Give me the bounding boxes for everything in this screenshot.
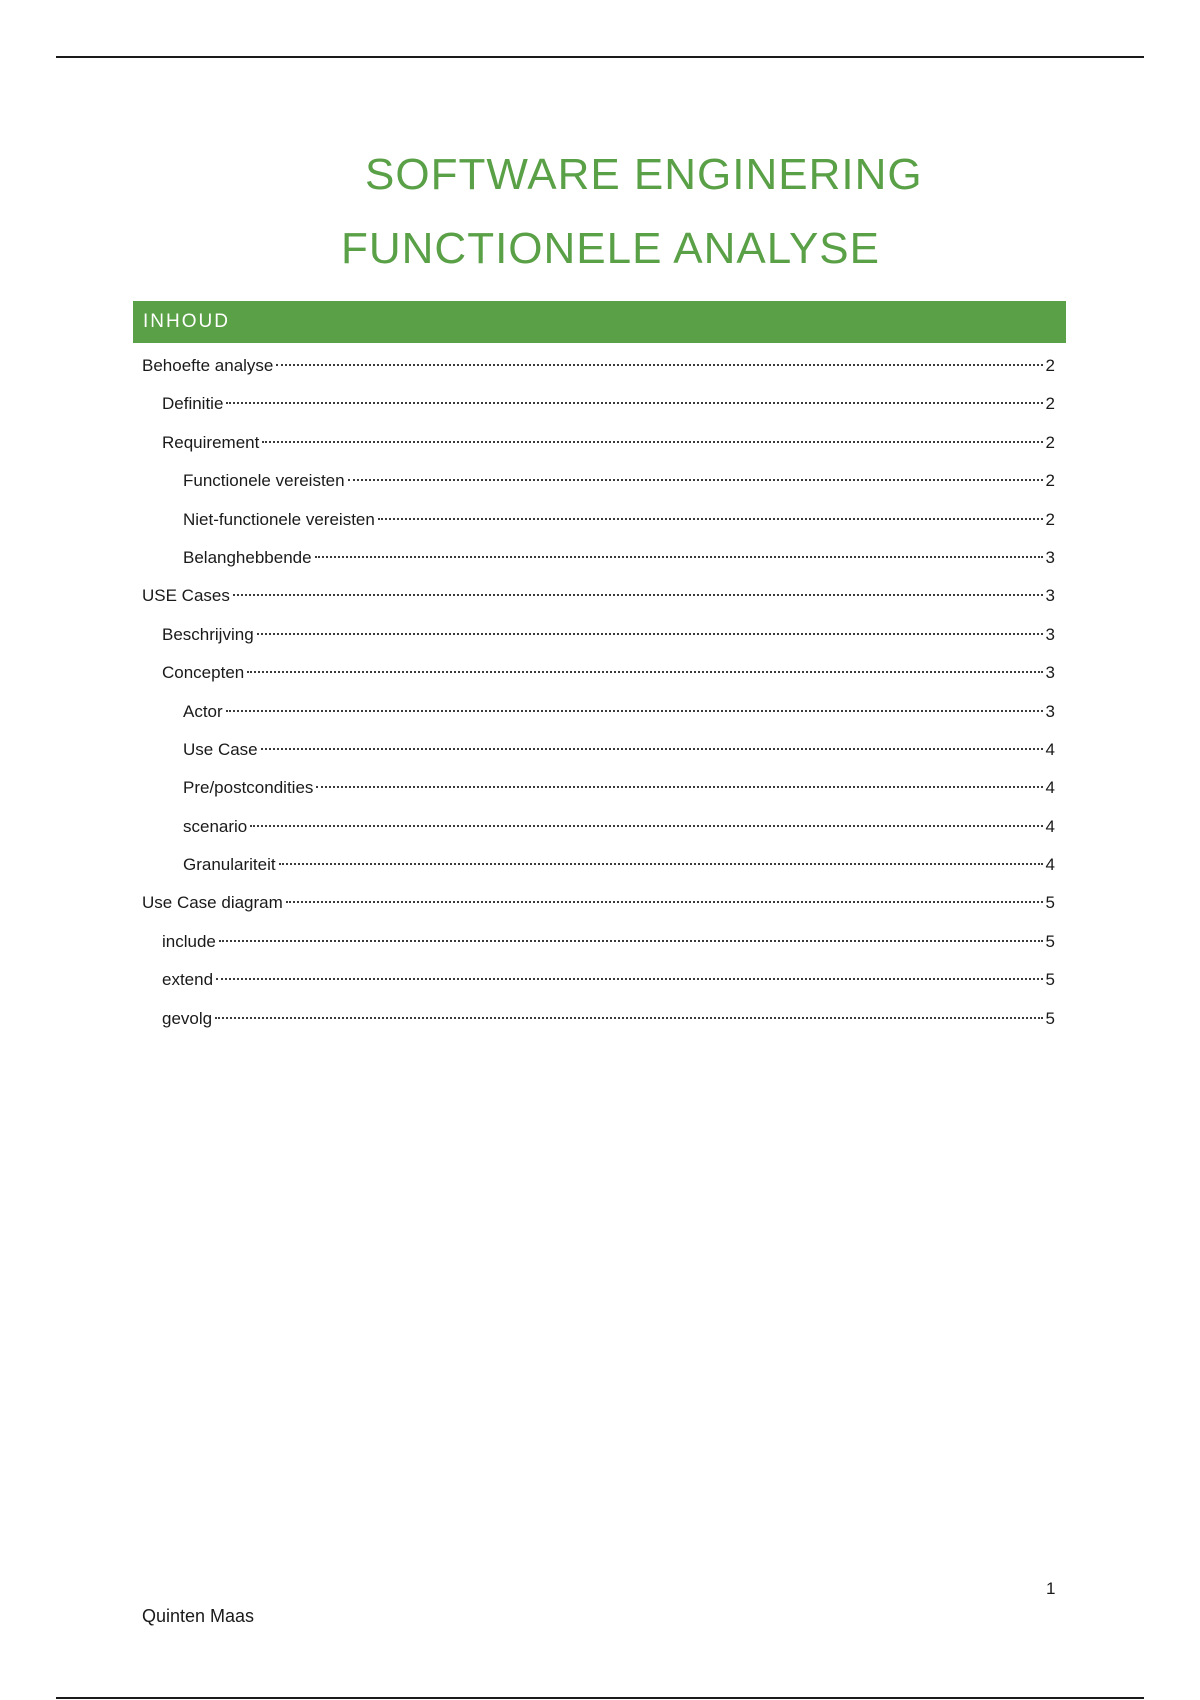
document-subtitle: FUNCTIONELE ANALYSE — [341, 224, 880, 273]
toc-entry-label: Use Case diagram — [142, 893, 283, 913]
footer-rule — [56, 1697, 1144, 1699]
toc-entry-page: 4 — [1045, 778, 1055, 798]
toc-entry[interactable] — [142, 501, 1055, 539]
toc-entry[interactable] — [142, 577, 1055, 615]
footer-author: Quinten Maas — [142, 1606, 255, 1626]
document-title: SOFTWARE ENGINERING — [365, 150, 923, 199]
toc-entry-label: extend — [162, 970, 214, 990]
toc-entry-label: Pre/postcondities — [183, 778, 314, 798]
toc-entry[interactable] — [142, 923, 1055, 961]
toc-entry-label: scenario — [183, 816, 248, 836]
toc-dot-leader — [247, 671, 1042, 673]
toc-entry-label: Concepten — [162, 663, 245, 683]
toc-dot-leader — [233, 594, 1043, 596]
toc-entry-page: 4 — [1045, 816, 1055, 836]
toc-entry[interactable] — [142, 424, 1055, 462]
toc-entry-label: Use Case — [183, 739, 258, 759]
toc-entry-page: 3 — [1045, 547, 1055, 567]
toc-entry[interactable] — [142, 654, 1055, 692]
toc-entry[interactable] — [142, 808, 1055, 846]
toc-entry-label: Granulariteit — [183, 855, 276, 875]
toc-entry-page: 5 — [1045, 1008, 1055, 1028]
toc-entry-label: Belanghebbende — [183, 547, 312, 567]
toc-entry[interactable] — [142, 846, 1055, 884]
toc-entry[interactable] — [142, 347, 1055, 385]
toc-entry-page: 2 — [1045, 394, 1055, 414]
toc-entry[interactable] — [142, 693, 1055, 731]
toc-entry-page: 2 — [1045, 471, 1055, 491]
table-of-contents — [142, 347, 1055, 1038]
toc-entry[interactable] — [142, 1000, 1055, 1038]
toc-dot-leader — [279, 863, 1043, 865]
toc-entry[interactable] — [142, 539, 1055, 577]
toc-entry[interactable] — [142, 462, 1055, 500]
toc-entry-page: 5 — [1045, 893, 1055, 913]
toc-entry-page: 3 — [1045, 663, 1055, 683]
toc-entry-page: 3 — [1045, 624, 1055, 644]
toc-entry-page: 2 — [1045, 432, 1055, 452]
toc-dot-leader — [316, 786, 1042, 788]
page-number: 1 — [1046, 1579, 1056, 1598]
toc-entry[interactable] — [142, 385, 1055, 423]
toc-entry[interactable] — [142, 961, 1055, 999]
toc-entry-label: gevolg — [162, 1008, 213, 1028]
toc-entry-label: Requirement — [162, 432, 260, 452]
header-rule — [56, 56, 1144, 58]
toc-dot-leader — [250, 825, 1042, 827]
toc-entry-label: include — [162, 931, 216, 951]
toc-dot-leader — [286, 901, 1043, 903]
toc-dot-leader — [378, 518, 1043, 520]
toc-entry-label: Definitie — [162, 394, 224, 414]
toc-dot-leader — [216, 978, 1042, 980]
toc-entry[interactable] — [142, 616, 1055, 654]
toc-dot-leader — [315, 556, 1043, 558]
toc-dot-leader — [257, 633, 1043, 635]
toc-entry-label: Behoefte analyse — [142, 356, 274, 375]
toc-dot-leader — [261, 748, 1043, 750]
toc-dot-leader — [219, 940, 1043, 942]
toc-entry-label: Actor — [183, 701, 223, 721]
toc-entry-page: 4 — [1045, 739, 1055, 759]
toc-entry-page: 3 — [1045, 701, 1055, 721]
toc-entry-page: 5 — [1045, 970, 1055, 990]
toc-dot-leader — [348, 479, 1043, 481]
toc-dot-leader — [226, 402, 1042, 404]
toc-entry-page: 5 — [1045, 931, 1055, 951]
toc-entry-label: Niet-functionele vereisten — [183, 509, 375, 529]
toc-dot-leader — [262, 441, 1042, 443]
toc-entry-page: 2 — [1045, 356, 1055, 375]
toc-dot-leader — [215, 1017, 1042, 1019]
toc-entry-page: 2 — [1045, 509, 1055, 529]
toc-dot-leader — [226, 710, 1043, 712]
toc-entry[interactable] — [142, 884, 1055, 922]
toc-dot-leader — [276, 364, 1042, 366]
toc-entry[interactable] — [142, 769, 1055, 807]
toc-heading: INHOUD — [133, 301, 1066, 343]
toc-entry-page: 3 — [1045, 586, 1055, 606]
toc-entry-label: USE Cases — [142, 586, 230, 606]
toc-entry-page: 4 — [1045, 855, 1055, 875]
toc-entry-label: Functionele vereisten — [183, 471, 345, 491]
toc-entry[interactable] — [142, 731, 1055, 769]
toc-entry-label: Beschrijving — [162, 624, 254, 644]
